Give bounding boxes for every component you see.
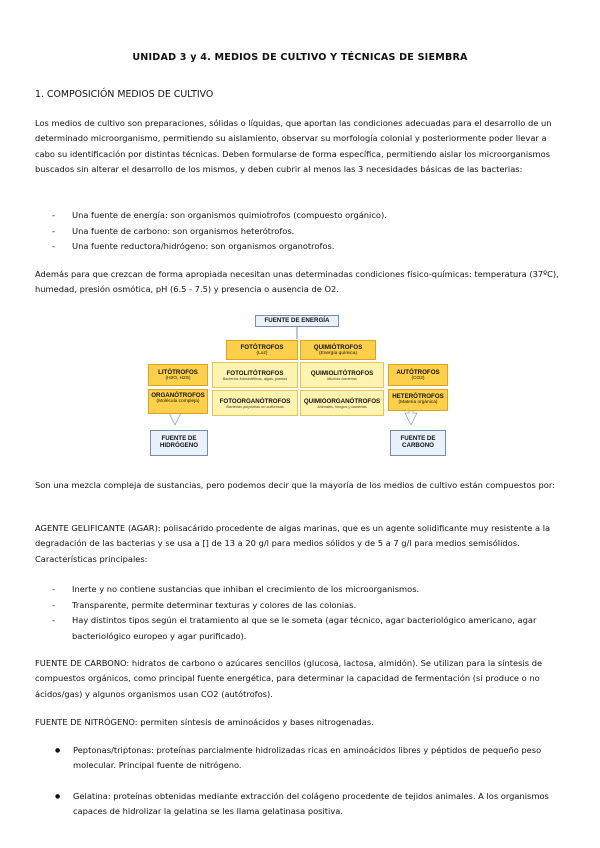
quimiolitotrofos-sub: Muchas bacterias: [327, 377, 357, 381]
agar-paragraph: [35, 521, 565, 567]
autotrofos-sub: (CO2): [411, 376, 425, 381]
hydrogen-source-box: FUENTE DE HIDRÓGENO: [150, 430, 208, 456]
list-item: - Transparente, permite determinar texturas y colores de las colonias.: [52, 598, 572, 614]
agar-label: AGENTE GELIFICANTE (AGAR):: [35, 523, 161, 533]
list-item: - Una fuente de carbono: son organismos heterótrofos.: [52, 224, 572, 240]
mixture-paragraph: Son una mezcla compleja de sustancias, pero podemos decir que la mayoría de los medios de cultivo están compuestos por:: [35, 480, 555, 490]
fototrofos-label: FOTÓTROFOS: [240, 344, 284, 351]
energy-source-box: FUENTE DE ENERGÍA: [255, 315, 339, 327]
organotrofos-sub: (Molécula compleja): [156, 399, 200, 404]
nitrogen-items-list: [55, 743, 565, 820]
litotrofos-sub: (H2O, H2S): [165, 376, 191, 381]
fototrofos-box: [226, 340, 298, 360]
quimiotrofos-sub: (Energía química): [318, 351, 358, 356]
list-item: - Una fuente reductora/hidrógeno: son organismos organotrofos.: [52, 239, 572, 255]
needs-list: [52, 208, 572, 255]
list-item: - Hay distintos tipos según el tratamiento al que se le someta (agar técnico, agar bacteriológico americano, agar bacteriológico europeo y agar purificado).: [52, 613, 572, 644]
litotrofos-label: LITÓTROFOS: [158, 369, 198, 376]
fotoorganotrofos-box: [212, 390, 298, 416]
fotoorganotrofos-label: FOTOORGANÓTROFOS: [219, 398, 291, 405]
fotoorganotrofos-sub: Bacterias purpúreas no sulfurosas: [226, 405, 284, 409]
heterotrofos-box: [388, 389, 448, 411]
litotrofos-box: [148, 364, 208, 386]
nutrition-diagram: [148, 313, 448, 433]
list-item: ● Gelatina: proteínas obtenidas mediante extracción del colágeno procedente de tejidos animales. A los organismos capaces de hidrolizar la gelatina se les llama gelatinasa positiva.: [55, 789, 565, 820]
intro-paragraph: Los medios de cultivo son preparaciones, sólidas o líquidas, que aportan las condiciones adecuadas para el desarrollo de un determinado microorganismo, permitiendo su aislamiento, observar su morfología colonial y posteriormente poder llevar a cabo su identificación por distintas técnicas. Deben formularse de forma específica, permitiendo aislar los microorganismos buscados sin alterar el desarrollo de los mismos, y deben cubrir al menos las 3 necesidades básicas de las bacterias:: [35, 118, 552, 175]
quimioorganotrofos-sub: Animales, hongos y bacterias: [317, 405, 367, 409]
fotolitotrofos-sub: Bacterias fotosintéticas, algas, plantas: [222, 377, 288, 381]
section-heading: 1. COMPOSICIÓN MEDIOS DE CULTIVO: [35, 89, 214, 100]
list-item: - Inerte y no contiene sustancias que inhiban el crecimiento de los microorganismos.: [52, 582, 572, 598]
list-item: ● Peptonas/triptonas: proteínas parcialmente hidrolizadas ricas en aminoácidos libres y péptidos de pequeño peso molecular. Principal fuente de nitrógeno.: [55, 743, 565, 774]
quimiolitotrofos-label: QUIMIOLITÓTROFOS: [310, 370, 374, 377]
quimioorganotrofos-box: [300, 390, 384, 416]
nitrogen-label: FUENTE DE NITRÓGENO:: [35, 717, 138, 727]
quimioorganotrofos-label: QUIMIOORGANÓTROFOS: [303, 398, 381, 405]
quimiolitotrofos-box: [300, 362, 384, 388]
list-item: - Una fuente de energía: son organismos quimiotrofos (compuesto orgánico).: [52, 208, 572, 224]
conditions-paragraph: Además para que crezcan de forma apropiada necesitan unas determinadas condiciones físico-químicas: temperatura (37ºC), humedad, presión osmótica, pH (6.5 - 7.5) y presencia o ausencia de O2.: [35, 269, 559, 295]
carbon-text: hidratos de carbono o azúcares sencillos (glucosa, lactosa, almidón). Se utilizan para la síntesis de compuestos orgánicos, como principal fuente energética, para determinar la capacidad de fermentación (si produce o no ácidos/gas) y algunos organismos usan CO2 (autótrofos).: [35, 658, 543, 699]
carbon-label: FUENTE DE CARBONO:: [35, 658, 130, 668]
fotolitotrofos-box: [212, 362, 298, 388]
quimiotrofos-box: [300, 340, 376, 360]
agar-text: polisacárido procedente de algas marinas, que es un agente solidificante muy resistente a la degradación de las bacterias y se usa a [] de 13 a 20 g/l para medios sólidos y de 5 a 7 g/l para medios semisólidos. Características principales:: [35, 523, 551, 564]
autotrofos-label: AUTÓTROFOS: [396, 369, 440, 376]
agar-features-list: [52, 582, 572, 644]
carbon-source-box: FUENTE DE CARBONO: [390, 430, 446, 456]
quimiotrofos-label: QUIMIÓTROFOS: [313, 344, 363, 351]
autotrofos-box: [388, 364, 448, 386]
document-title: UNIDAD 3 y 4. MEDIOS DE CULTIVO Y TÉCNICAS DE SIEMBRA: [132, 52, 468, 63]
heterotrofos-sub: (Materia orgánica): [398, 400, 438, 405]
fototrofos-sub: (Luz): [256, 351, 268, 356]
nitrogen-paragraph: [35, 715, 565, 730]
fotolitotrofos-label: FOTOLITÓTROFOS: [226, 370, 284, 377]
organotrofos-box: [148, 389, 208, 414]
heterotrofos-label: HETERÓTROFOS: [392, 393, 444, 400]
organotrofos-label: ORGANÓTROFOS: [151, 392, 205, 399]
carbon-paragraph: [35, 656, 565, 702]
nitrogen-text: permiten síntesis de aminoácidos y bases nitrogenadas.: [137, 717, 374, 727]
